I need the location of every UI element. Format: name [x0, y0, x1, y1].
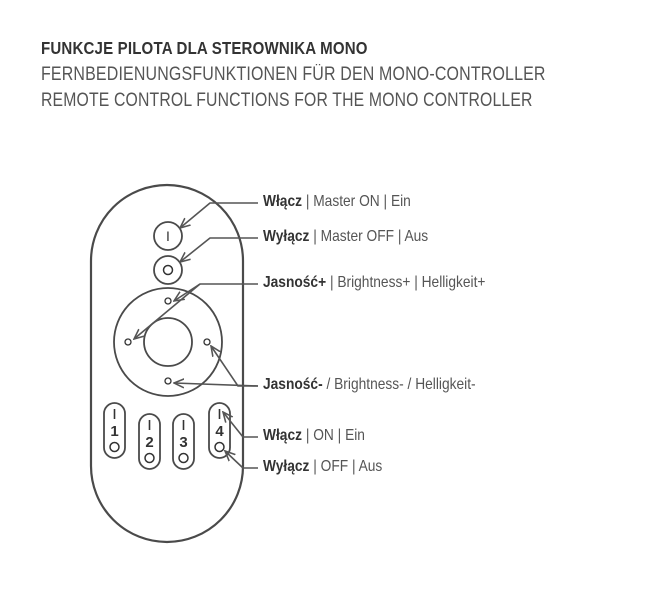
label-brightness-up: [263, 274, 485, 292]
label-master-off-bold: Wyłącz: [263, 228, 310, 245]
wheel-bottom-dot: [165, 378, 171, 384]
label-zone-on-rest: | ON | Ein: [301, 427, 365, 444]
label-master-off-rest: | Master OFF | Aus: [309, 228, 429, 245]
label-master-off: [263, 228, 428, 246]
label-zone-off-rest: | OFF | Aus: [309, 458, 383, 475]
title-polish: FUNKCJE PILOTA DLA STEROWNIKA MONO: [41, 38, 368, 58]
label-brightness-down: [263, 376, 476, 394]
zone-label-2: 2: [145, 434, 154, 451]
zone-label-4: 4: [215, 423, 224, 440]
zone-button-1[interactable]: [104, 403, 125, 458]
label-zone-off-bold: Wyłącz: [263, 458, 310, 475]
label-zone-on-bold: Włącz: [263, 427, 302, 444]
master-off-button[interactable]: [154, 256, 182, 284]
label-master-on-rest: | Master ON | Ein: [301, 193, 411, 210]
zone-label-1: 1: [110, 423, 119, 440]
label-brightness-up-bold: Jasność+: [263, 274, 327, 291]
label-zone-off: [263, 458, 382, 476]
label-master-on: [263, 193, 411, 211]
zone-button-4[interactable]: [209, 403, 230, 458]
label-brightness-up-rest: | Brightness+ | Helligkeit+: [326, 274, 486, 291]
zone-button-3[interactable]: [173, 414, 194, 469]
wheel-left-dot: [125, 339, 131, 345]
title-german: FERNBEDIENUNGSFUNKTIONEN FÜR DEN MONO-CONTROLLER: [41, 64, 546, 85]
label-brightness-down-bold: Jasność-: [263, 376, 323, 393]
zone-button-2[interactable]: [139, 414, 160, 469]
wheel-right-dot: [204, 339, 210, 345]
zone-label-3: 3: [179, 434, 188, 451]
wheel-top-dot: [165, 298, 171, 304]
label-brightness-down-rest: / Brightness- / Helligkeit-: [322, 376, 476, 393]
title-english: REMOTE CONTROL FUNCTIONS FOR THE MONO CONTROLLER: [41, 90, 533, 111]
master-on-glyph: I: [166, 228, 170, 244]
label-master-on-bold: Włącz: [263, 193, 302, 210]
label-zone-on: [263, 427, 365, 445]
